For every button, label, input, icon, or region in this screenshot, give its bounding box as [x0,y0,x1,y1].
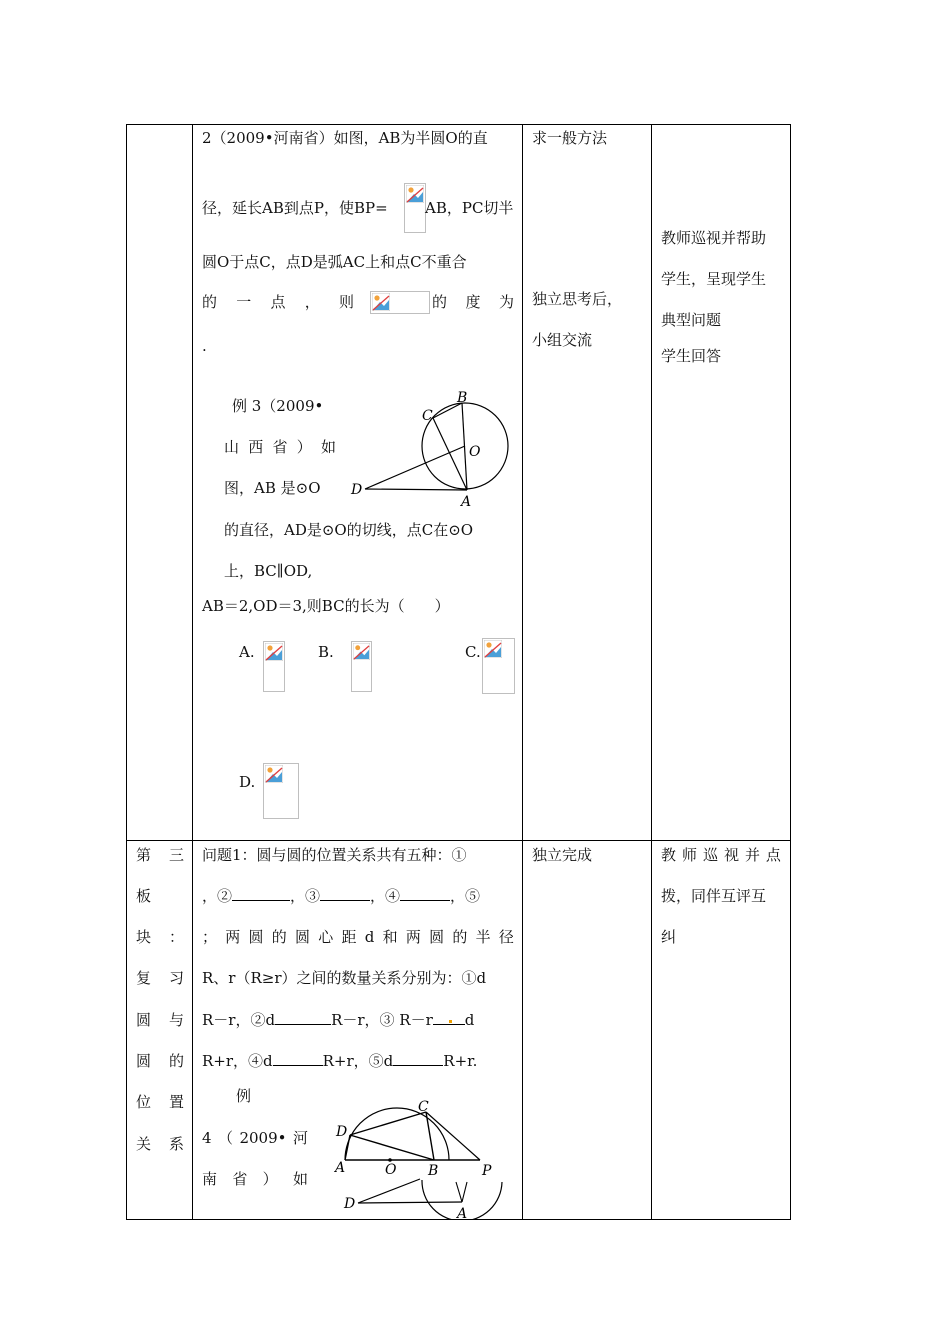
segment-od [365,446,465,489]
fraction-image-placeholder [404,183,426,233]
broken-image-icon [353,643,370,660]
student-method: 求一般方法 [532,129,608,147]
lower-tick-1 [456,1182,462,1202]
teacher-row2-line2: 拨，同伴互评互 [661,887,767,905]
student-activity-line1: 独立思考后， [532,290,623,308]
broken-image-icon [406,185,424,203]
segment-dc [350,1112,426,1135]
table-col-divider-3 [651,124,652,1220]
label-c: C [422,408,433,424]
broken-image-icon [265,643,283,661]
example3-line2-words: 山 西 省 ） 如 [224,438,336,456]
example4-line3-words: 南 省 ） 如 [202,1170,308,1188]
option-d-image [263,763,299,819]
teacher-line4: 学生回答 [661,347,722,365]
blank-r-minus [275,1010,331,1025]
label-b: B [428,1163,439,1179]
label-d: D [336,1124,348,1140]
teacher-line2: 学生，呈现学生 [661,270,767,288]
example3-line5: 上，BC∥OD, [224,562,313,580]
label-b: B [457,390,468,406]
blank-r-plus-5 [393,1051,443,1066]
blank-3 [320,886,370,901]
lower-baseline [358,1202,462,1203]
table-right-border [790,124,791,1220]
label-d: D [351,482,363,498]
broken-image-icon [372,293,390,311]
student-activity-line2: 小组交流 [532,331,593,349]
teacher-row2-line1: 教 师 巡 视 并 点 [661,846,781,864]
option-d-label: D. [239,773,256,791]
label-a: A [461,494,472,510]
table-bottom-border [126,1219,791,1220]
label-a2: A [457,1206,468,1219]
question1-line5: R－r，②d R－r，③ R－r d [202,1011,475,1029]
label-c: C [418,1099,429,1115]
question1-line2: ，② ，③ ，④ ，⑤ [202,887,481,905]
problem2-line3: 圆O于点C，点D是弧AC上和点C不重合 [202,253,467,271]
example4-label: 例 [236,1087,252,1105]
option-b-image [351,641,372,692]
option-c-image [482,638,515,694]
angle-image-placeholder [370,291,430,314]
lower-tick-2 [462,1182,467,1202]
option-b-label: B. [318,643,334,661]
example3-circle-figure [345,390,520,510]
problem2-line4-words: 的 一 点 ， 则 [202,293,354,311]
table-row-divider [126,840,791,841]
label-d2: D [344,1196,356,1212]
blank-r-range [433,1010,465,1025]
question1-line4: R、r（R≥r）之间的数量关系分别为：①d [202,969,487,987]
broken-image-icon [265,765,283,783]
example3-line4: 的直径，AD是⊙O的切线，点C在⊙O [224,521,474,539]
blank-2 [232,886,290,901]
table-top-border [126,124,791,125]
option-c-label: C. [465,643,481,661]
label-p: P [482,1163,492,1179]
option-a-label: A. [239,643,255,661]
teacher-line3: 典型问题 [661,311,722,329]
question1-line3-words: ； 两 圆 的 圆 心 距 d 和 两 圆 的 半 径 [202,928,514,946]
example3-line6: AB＝2,OD＝3,则BC的长为（ ） [202,597,450,615]
broken-image-icon [484,640,502,658]
teacher-line1: 教师巡视并帮助 [661,229,767,247]
problem2-line2b: AB，PC切半 [425,199,514,217]
example3-label: 例 3（2009• [232,397,324,415]
blank-4 [400,886,450,901]
problem2-line5: . [202,337,207,355]
lower-segment-d [358,1179,420,1203]
question1-line1: 问题1：圆与圆的位置关系共有五种：① [202,846,467,864]
segment-db [350,1135,434,1160]
option-a-image [263,641,285,692]
highlight-mark [449,1020,452,1023]
teacher-row2-line3: 纠 [661,928,677,946]
problem2-line4-tail: 的 度 为 [432,293,514,311]
label-o: O [385,1162,397,1178]
problem2-line1: 2（2009•河南省）如图，AB为半圆O的直 [202,129,488,147]
tangent-cp [426,1112,480,1160]
tangent-ad [365,489,467,490]
example4-semicircle-figure [330,1098,515,1219]
question1-line6: R+r，④d R+r，⑤d R+r. [202,1052,478,1070]
example4-line2-words: 4 （ 2009• 河 [202,1129,308,1147]
problem2-line2a: 径，延长AB到点P，使BP= [202,199,388,217]
label-a: A [335,1160,346,1176]
table-left-border [126,124,127,1220]
blank-r-plus-4 [273,1051,323,1066]
student-independent: 独立完成 [532,846,593,864]
label-o: O [469,444,481,460]
table-col-divider-2 [522,124,523,1220]
table-col-divider-1 [192,124,193,1220]
example3-line3: 图，AB 是⊙O [224,479,321,497]
